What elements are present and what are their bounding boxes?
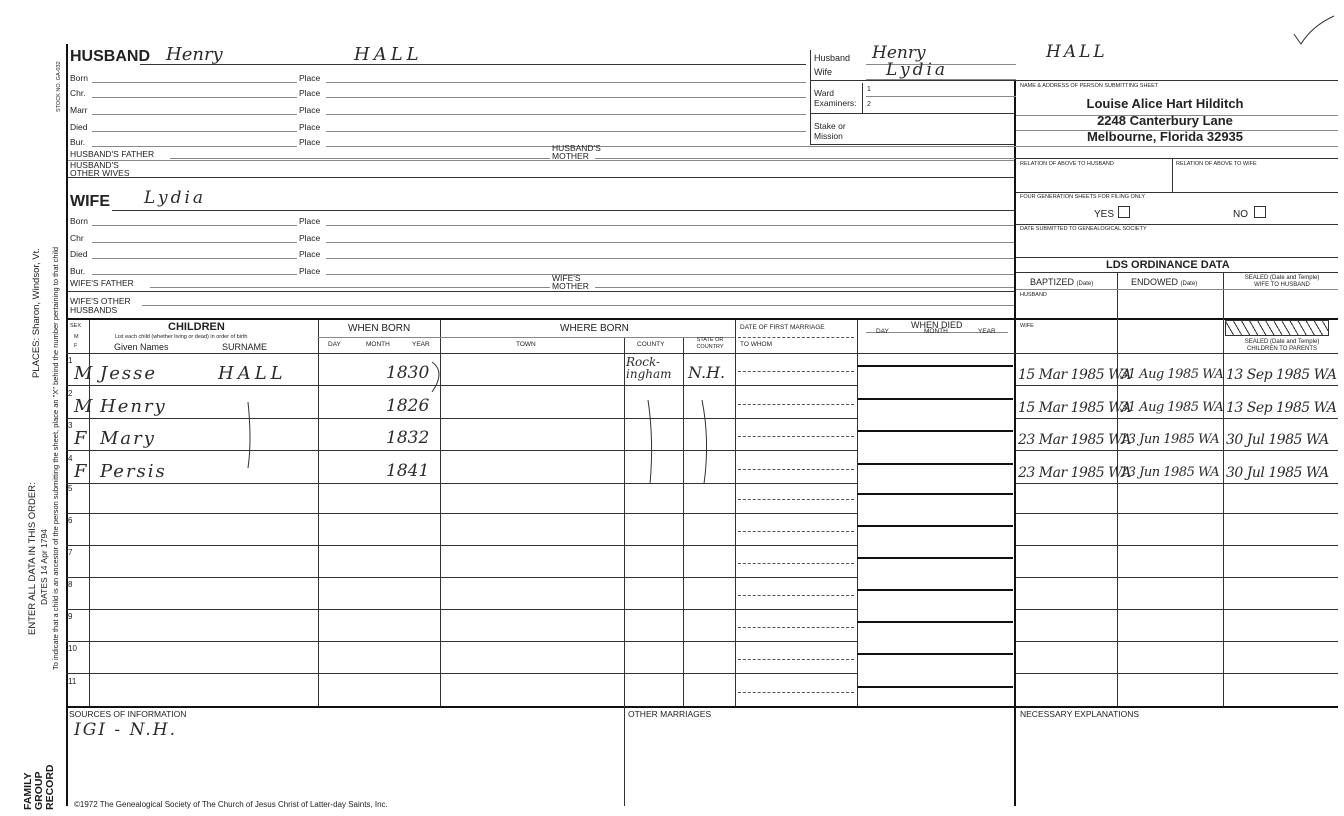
husband-marr-place-label: Place	[299, 105, 321, 115]
stake-label-2: Mission	[814, 131, 843, 141]
order-instruction: ENTER ALL DATA IN THIS ORDER:	[27, 482, 38, 635]
relation-wife-label: RELATION OF ABOVE TO WIFE	[1176, 161, 1257, 167]
sources-value: IGI - N.H.	[74, 720, 177, 740]
child-given-name: Henry	[100, 396, 167, 417]
ward-husband-label: Husband	[814, 53, 851, 63]
date-submitted-label: DATE SUBMITTED TO GENEALOGICAL SOCIETY	[1020, 226, 1147, 232]
husband-other-wives-label-2: OTHER WIVES	[70, 168, 130, 178]
submitter-label: NAME & ADDRESS OF PERSON SUBMITTING SHEET	[1020, 83, 1159, 89]
husband-surname: HALL	[354, 44, 423, 65]
sex-label: SEX	[70, 323, 82, 329]
endowed-date-hint: (Date)	[1180, 281, 1198, 287]
wife-given-name: Lydia	[144, 188, 207, 208]
sealed-wife-label-1: SEALED (Date and Temple)	[1244, 275, 1320, 281]
child-endowed-date: 13 Jun 1985 WA	[1120, 465, 1220, 480]
child-sealed-date: 13 Sep 1985 WA	[1226, 367, 1337, 383]
child-endowed-date: 31 Aug 1985 WA	[1120, 367, 1224, 382]
when-died-header: WHEN DIED	[911, 320, 963, 330]
child-sex: M	[74, 363, 93, 384]
wife-father-label: WIFE'S FATHER	[70, 278, 134, 288]
copyright-notice: ©1972 The Genealogical Society of The Church of Jesus Christ of Latter-day Saints, Inc.	[74, 800, 388, 809]
stake-label-1: Stake or	[814, 121, 846, 131]
child-number: 5	[68, 484, 73, 493]
yes-label: YES	[1094, 209, 1115, 220]
wife-chr-place-label: Place	[299, 233, 321, 243]
children-instruction: List each child (whether living or dead) in order of birth	[115, 334, 248, 340]
child-birth-year: 1832	[386, 428, 430, 448]
child-given-name: Jesse	[100, 363, 157, 384]
child-surname: HALL	[218, 363, 287, 384]
wife-other-husbands-label-1: WIFE'S OTHER	[70, 296, 131, 306]
first-marriage-header: DATE OF FIRST MARRIAGE	[740, 324, 825, 331]
places-note: PLACES: Sharon, Windsor, Vt.	[31, 248, 42, 378]
wife-chr-label: Chr	[70, 233, 84, 243]
husband-heading: HUSBAND	[70, 48, 150, 65]
child-number: 2	[68, 389, 73, 398]
child-number: 8	[68, 580, 73, 589]
husband-mother-label-1: HUSBAND'S	[552, 143, 601, 153]
sex-f-label: F	[74, 343, 78, 349]
husband-died-label: Died	[70, 122, 88, 132]
born-day-header: DAY	[328, 341, 341, 348]
child-baptized-date: 23 Mar 1985 WA	[1018, 465, 1131, 481]
lds-husband-label: HUSBAND	[1020, 292, 1047, 298]
child-baptized-date: 15 Mar 1985 WA	[1018, 400, 1131, 416]
wife-heading: WIFE	[70, 193, 110, 210]
ward-husband-given: Henry	[872, 43, 926, 63]
child-sealed-date: 13 Sep 1985 WA	[1226, 400, 1337, 416]
husband-born-place-label: Place	[299, 73, 321, 83]
child-number: 6	[68, 516, 73, 525]
husband-marr-label: Marr	[70, 105, 88, 115]
husband-given-name: Henry	[166, 44, 223, 65]
submitter-street: 2248 Canterbury Lane	[1097, 113, 1233, 128]
wife-other-husbands-label-2: HUSBANDS	[70, 305, 118, 315]
state-header-1: STATE OR	[696, 337, 724, 343]
baptized-label-text: BAPTIZED	[1030, 277, 1075, 287]
child-sealed-date: 30 Jul 1985 WA	[1226, 432, 1329, 448]
child-number: 11	[68, 677, 77, 686]
husband-died-place-label: Place	[299, 122, 321, 132]
child-given-name: Mary	[100, 428, 156, 449]
four-generation-label: FOUR GENERATION SHEETS FOR FILING ONLY	[1020, 194, 1146, 200]
form-title-line-3: RECORD	[44, 764, 56, 810]
child-birth-county: Rock-ingham	[626, 355, 672, 381]
husband-bur-label: Bur.	[70, 137, 86, 147]
died-day-header: DAY	[876, 328, 889, 335]
child-sealed-date: 30 Jul 1985 WA	[1226, 465, 1329, 481]
husband-other-wives-label-1: HUSBAND'S	[70, 160, 119, 170]
child-sex: M	[74, 396, 93, 417]
child-endowed-date: 13 Jun 1985 WA	[1120, 432, 1220, 447]
form-title-line-1: FAMILY	[22, 772, 34, 810]
died-month-header: MONTH	[924, 328, 948, 335]
ward-wife-label: Wife	[814, 67, 832, 77]
husband-chr-place-label: Place	[299, 88, 321, 98]
surname-header: SURNAME	[222, 342, 268, 352]
sealed-children-label-1: SEALED (Date and Temple)	[1244, 339, 1320, 345]
examiner-1-number: 1	[867, 86, 871, 93]
born-month-header: MONTH	[366, 341, 390, 348]
child-baptized-date: 15 Mar 1985 WA	[1018, 367, 1131, 383]
ward-wife-given: Lydia	[886, 60, 949, 80]
died-year-header: YEAR	[978, 328, 996, 335]
sources-label: SOURCES OF INFORMATION	[69, 709, 187, 719]
child-endowed-date: 31 Aug 1985 WA	[1120, 400, 1224, 415]
town-header: TOWN	[516, 341, 536, 348]
wife-bur-place-label: Place	[299, 266, 321, 276]
sex-m-label: M	[74, 334, 79, 340]
relation-husband-label: RELATION OF ABOVE TO HUSBAND	[1020, 161, 1114, 167]
child-birth-state: N.H.	[688, 363, 726, 382]
submitter-city: Melbourne, Florida 32935	[1086, 129, 1244, 144]
sealed-children-label-2: CHILDREN TO PARENTS	[1246, 346, 1317, 352]
endowed-label-text: ENDOWED	[1131, 277, 1178, 287]
lds-wife-label: WIFE	[1020, 323, 1034, 329]
child-birth-year: 1826	[386, 396, 430, 416]
submitter-name: Louise Alice Hart Hilditch	[1086, 96, 1244, 111]
other-marriages-label: OTHER MARRIAGES	[628, 709, 712, 719]
child-number: 9	[68, 612, 73, 621]
child-number: 7	[68, 548, 73, 557]
lds-title: LDS ORDINANCE DATA	[1106, 259, 1230, 271]
wife-died-label: Died	[70, 249, 88, 259]
wife-born-place-label: Place	[299, 216, 321, 226]
ward-husband-surname: HALL	[1046, 42, 1108, 62]
baptized-date-hint: (Date)	[1076, 281, 1094, 287]
husband-chr-label: Chr.	[70, 88, 86, 98]
wife-mother-label-1: WIFE'S	[552, 273, 581, 283]
examiners-label: Examiners:	[814, 98, 857, 108]
child-number: 3	[68, 421, 73, 430]
child-given-name: Persis	[100, 461, 167, 482]
no-label: NO	[1233, 209, 1248, 220]
husband-bur-place-label: Place	[299, 137, 321, 147]
examiner-2-number: 2	[867, 101, 871, 108]
child-number: 10	[68, 644, 77, 653]
wife-mother-label-2: MOTHER	[552, 281, 589, 291]
husband-born-label: Born	[70, 73, 88, 83]
ward-label: Ward	[814, 88, 834, 98]
necessary-explanations-label: NECESSARY EXPLANATIONS	[1020, 709, 1140, 719]
where-born-header: WHERE BORN	[560, 323, 629, 334]
ancestor-instruction: To indicate that a child is an ancestor of the person submitting the sheet, place an "X" behind the number pertaining to that child	[51, 246, 60, 670]
wife-died-place-label: Place	[299, 249, 321, 259]
child-sex: F	[74, 461, 87, 482]
husband-father-label: HUSBAND'S FATHER	[70, 149, 155, 159]
state-header-2: COUNTRY	[696, 344, 724, 350]
wife-bur-label: Bur.	[70, 266, 86, 276]
children-title: CHILDREN	[168, 321, 225, 333]
dates-note: DATES 14 Apr 1794	[39, 529, 49, 605]
stock-number: STOCK NO. GA-032	[56, 61, 62, 112]
county-header: COUNTY	[637, 341, 665, 348]
husband-mother-label-2: MOTHER	[552, 151, 589, 161]
child-birth-year: 1830	[386, 363, 430, 383]
child-birth-year: 1841	[386, 461, 430, 481]
form-title-line-2: GROUP	[33, 771, 45, 810]
child-number: 1	[68, 356, 73, 365]
sealed-wife-label-2: WIFE TO HUSBAND	[1254, 282, 1310, 288]
child-sex: F	[74, 428, 87, 449]
child-number: 4	[68, 454, 73, 463]
wife-born-label: Born	[70, 216, 88, 226]
when-born-header: WHEN BORN	[348, 323, 411, 334]
to-whom-header: TO WHOM	[740, 341, 773, 348]
born-year-header: YEAR	[412, 341, 430, 348]
child-baptized-date: 23 Mar 1985 WA	[1018, 432, 1131, 448]
given-names-header: Given Names	[114, 342, 169, 352]
